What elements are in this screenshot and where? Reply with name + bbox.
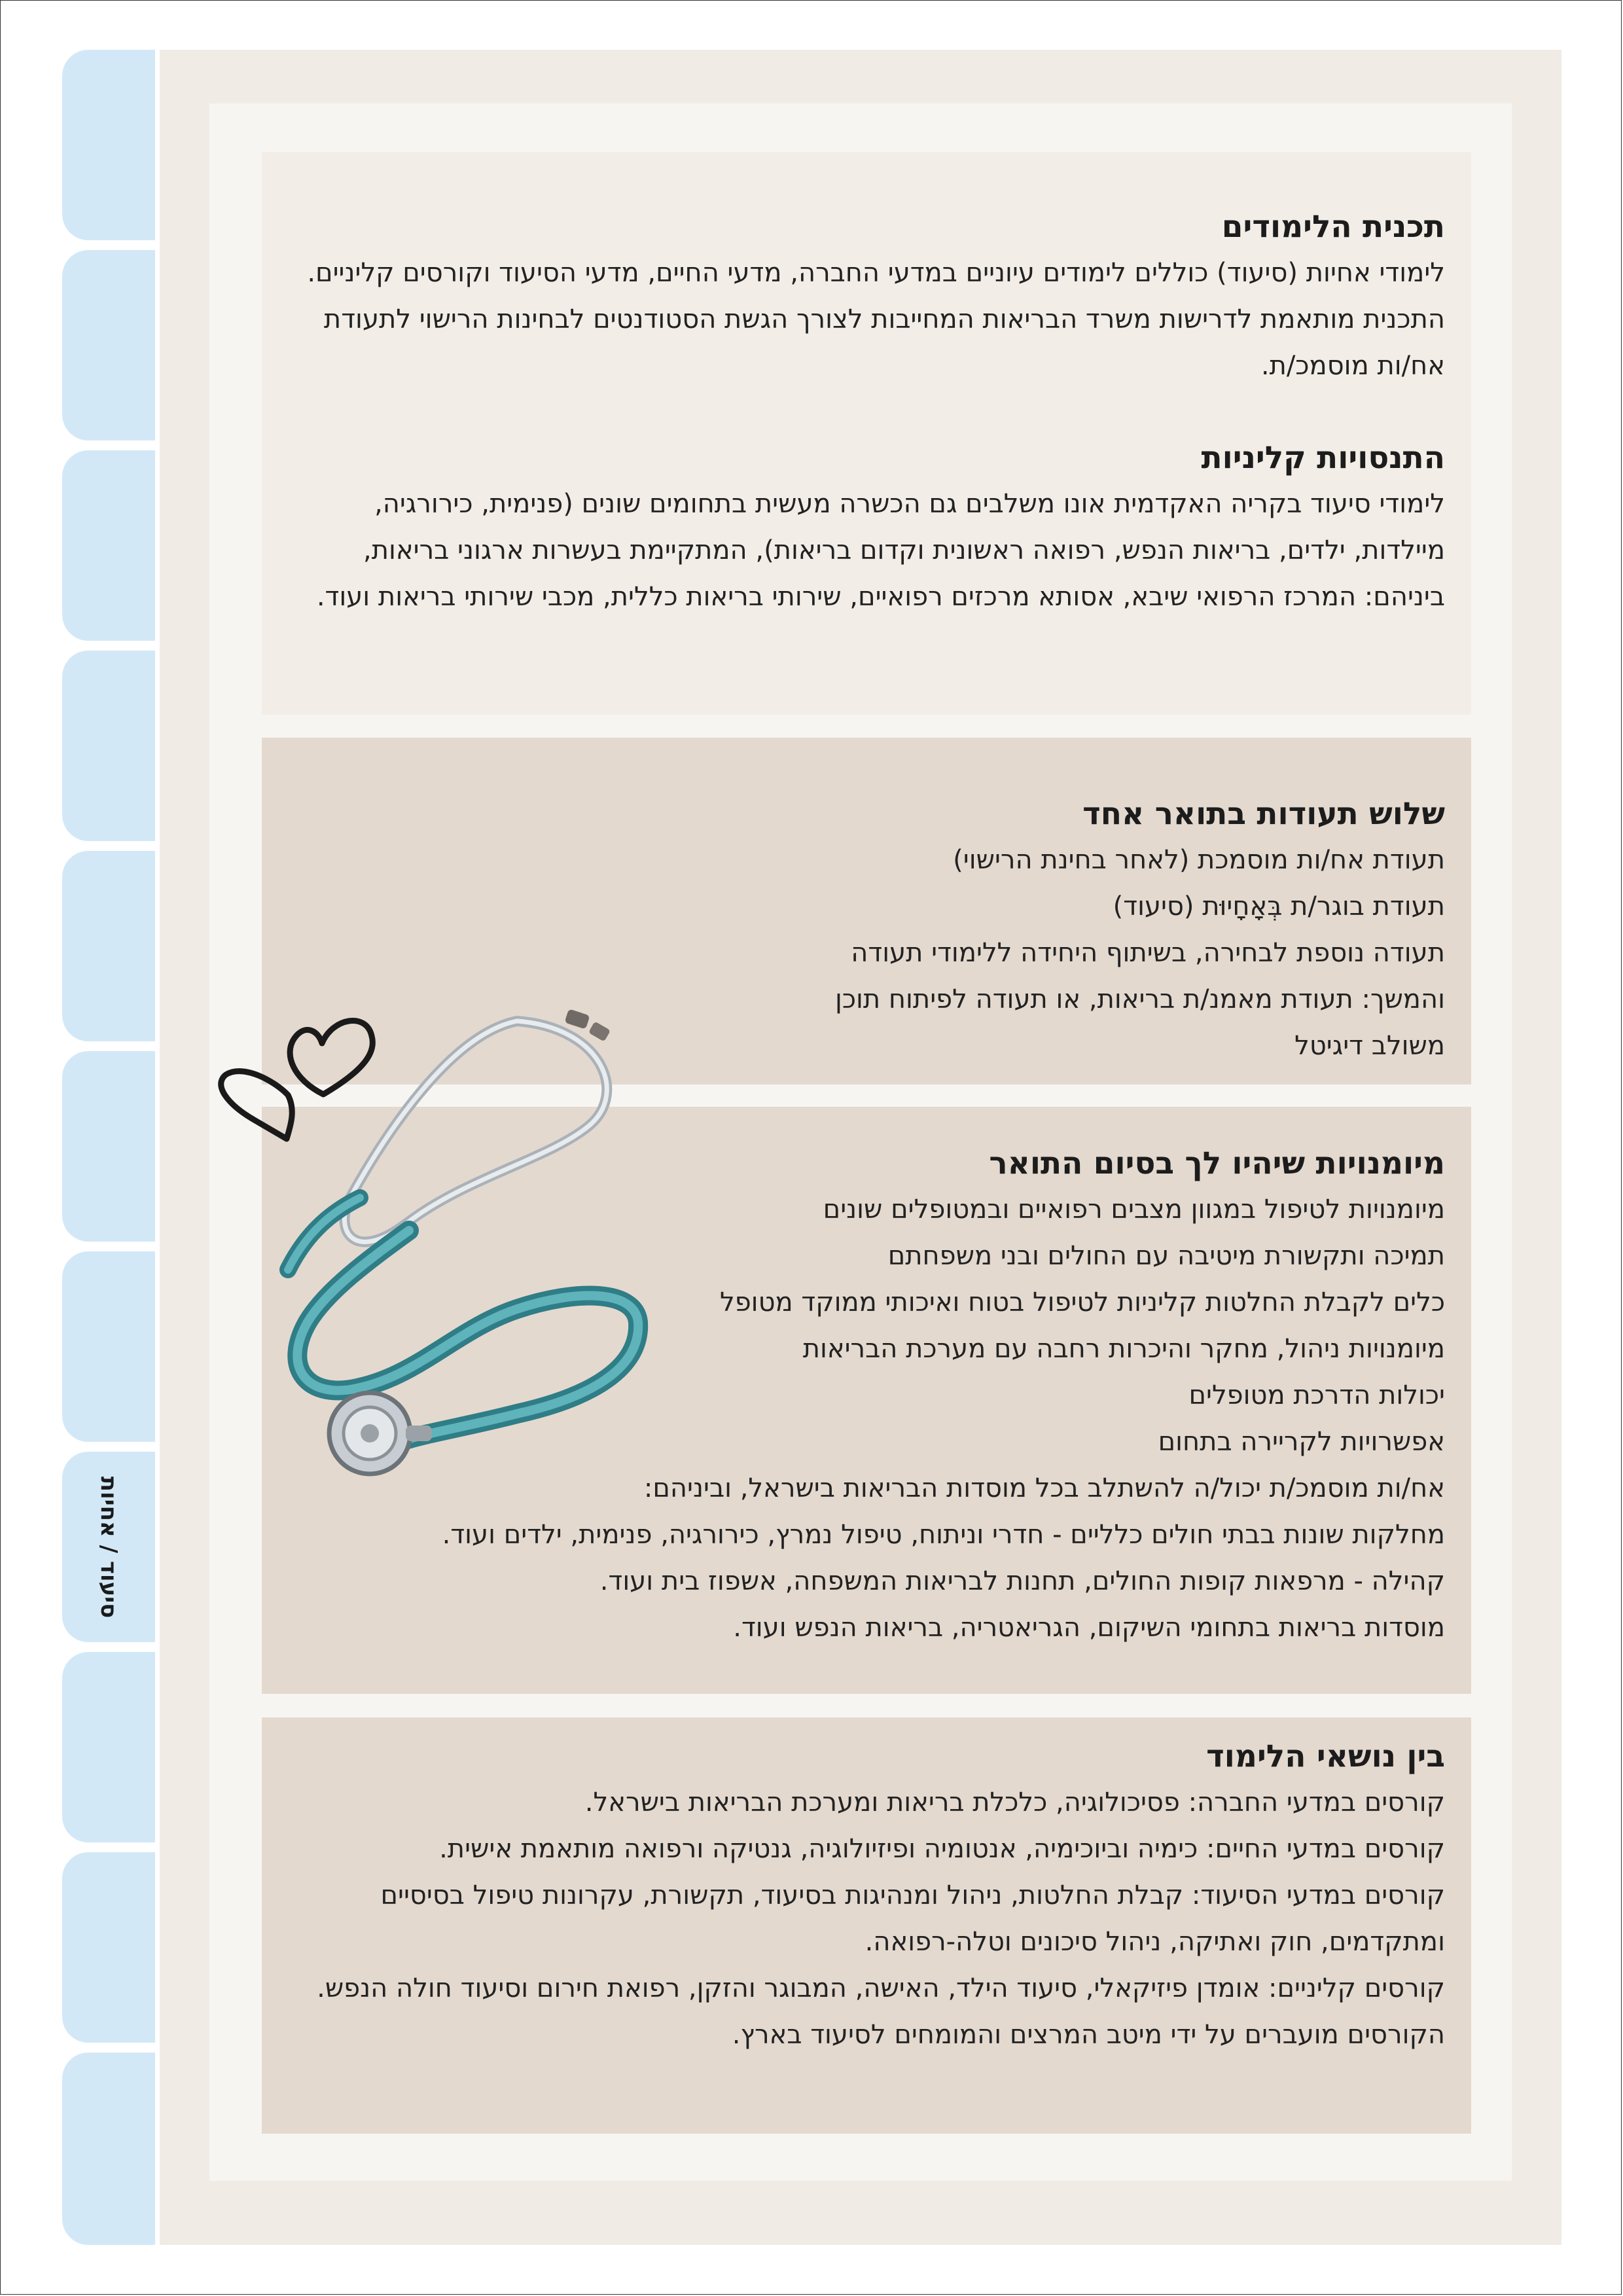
topics-item: הקורסים מועברים על ידי מיטב המרצים והמומחים לסיעוד בארץ. [732,2020,1445,2050]
side-tab-5[interactable] [62,851,155,1041]
skills-item: אפשרויות לקריירה בתחום [1158,1427,1445,1457]
side-tab-3[interactable] [62,450,155,641]
certificate-item: תעודת אח/ות מוסמכת (לאחר בחינת הרישוי) [953,845,1445,875]
stethoscope-with-hearts-icon [209,982,668,1479]
skills-item: מוסדות בריאות בתחומי השיקום, הגריאטריה, בריאות הנפש ועוד. [733,1613,1445,1643]
skills-item: מיומנויות לטיפול במגוון מצבים רפואיים ובמטופלים שונים [823,1194,1445,1225]
skills-item: תמיכה ותקשורת מיטיבה עם החולים ובני משפחתם [887,1241,1445,1271]
certificate-item: תעודת בוגר/ת בְּאָחָיוּת (סיעוד) [1113,891,1445,922]
skills-item: מיומנויות ניהול, מחקר והיכרות רחבה עם מערכת הבריאות [802,1334,1445,1364]
heart-small-icon [221,1071,293,1139]
skills-item: אח/ות מוסמכ/ת יכול/ה להשתלב בכל מוסדות הבריאות בישראל, וביניהם: [643,1473,1445,1503]
side-tab-7[interactable] [62,1251,155,1442]
side-tab-2[interactable] [62,250,155,440]
section-curriculum-and-clinical [262,152,1471,715]
clinical-title: התנסויות קליניות [1201,440,1445,476]
side-tab-4[interactable] [62,651,155,841]
skills-item: כלים לקבלת החלטות קליניות לטיפול בטוח ואיכותי ממוקד מטופל [719,1287,1445,1318]
side-tab-1[interactable] [62,50,155,240]
side-tab-nursing[interactable] [62,1452,155,1642]
side-tab-10[interactable] [62,1852,155,2043]
topics-title: בין נושאי הלימוד [1206,1738,1445,1774]
skills-item: יכולות הדרכת מטופלים [1188,1380,1445,1410]
curriculum-title: תכנית הלימודים [1221,209,1445,245]
side-tab-6[interactable] [62,1051,155,1242]
topics-item: קורסים במדעי הסיעוד: קבלת החלטות, ניהול ומנהיגות בסיעוד, תקשורת, עקרונות טיפול בסיסיים ומתקדמים, חוק ואתיקה, ניהול סיכונים וטלה-רפואה. [380,1880,1445,1957]
side-tab-9[interactable] [62,1652,155,1842]
side-tab-label: סיעוד / אחיות [96,1476,122,1618]
topics-item: קורסים במדעי החברה: פסיכולוגיה, כלכלת בריאות ומערכת הבריאות בישראל. [584,1787,1445,1818]
section-topics [262,1717,1471,2134]
topics-item: קורסים במדעי החיים: כימיה וביוכימיה, אנטומיה ופיזיולוגיה, גנטיקה ורפואה מותאמת אישית. [439,1834,1445,1864]
curriculum-text: לימודי אחיות (סיעוד) כוללים לימודים עיוניים במדעי החברה, מדעי החיים, מדעי הסיעוד וקורסים קליניים. התכנית מותאמת לדרישות משרד הבריאות המחייבות לצורך הגשת הסטודנטים לבחינות הרישוי לתעודת אח/ות מוסמכ/ת. [307,258,1445,381]
side-tab-11[interactable] [62,2053,155,2245]
tab-divider [155,50,160,2245]
skills-item: מחלקות שונות בבתי חולים כלליים - חדרי וניתוח, טיפול נמרץ, כירורגיה, פנימית, ילדים ועוד. [442,1520,1445,1550]
clinical-text: לימודי סיעוד בקריה האקדמית אונו משלבים גם הכשרה מעשית בתחומים שונים (פנימית, כירורגיה, מיילדות, ילדים, בריאות הנפש, רפואה ראשונית וקדום בריאות), המתקיימת בעשרות ארגוני בריאות, ביניהם: המרכז הרפואי שיבא, אסותא מרכזים רפואיים, שירותי בריאות כללית, מכבי שירותי בריאות ועוד. [316,489,1445,612]
certificate-item: תעודה נוספת לבחירה, בשיתוף היחידה ללימודי תעודה והמשך: תעודת מאמנ/ת בריאות, או תעודה לפיתוח תוכן משולב דיגיטל [834,938,1445,1061]
certificates-title: שלוש תעודות בתואר אחד [1082,796,1445,832]
skills-title: מיומנויות שיהיו לך בסיום התואר [989,1145,1445,1181]
topics-item: קורסים קליניים: אומדן פיזיקאלי, סיעוד הילד, האישה, המבוגר והזקן, רפואת חירום וסיעוד חולה הנפש. [317,1973,1445,2003]
skills-item: קהילה - מרפאות קופות החולים, תחנות לבריאות המשפחה, אשפוז בית ועוד. [599,1566,1445,1596]
side-tab-strip [62,50,155,2245]
heart-large-icon [290,1021,372,1094]
